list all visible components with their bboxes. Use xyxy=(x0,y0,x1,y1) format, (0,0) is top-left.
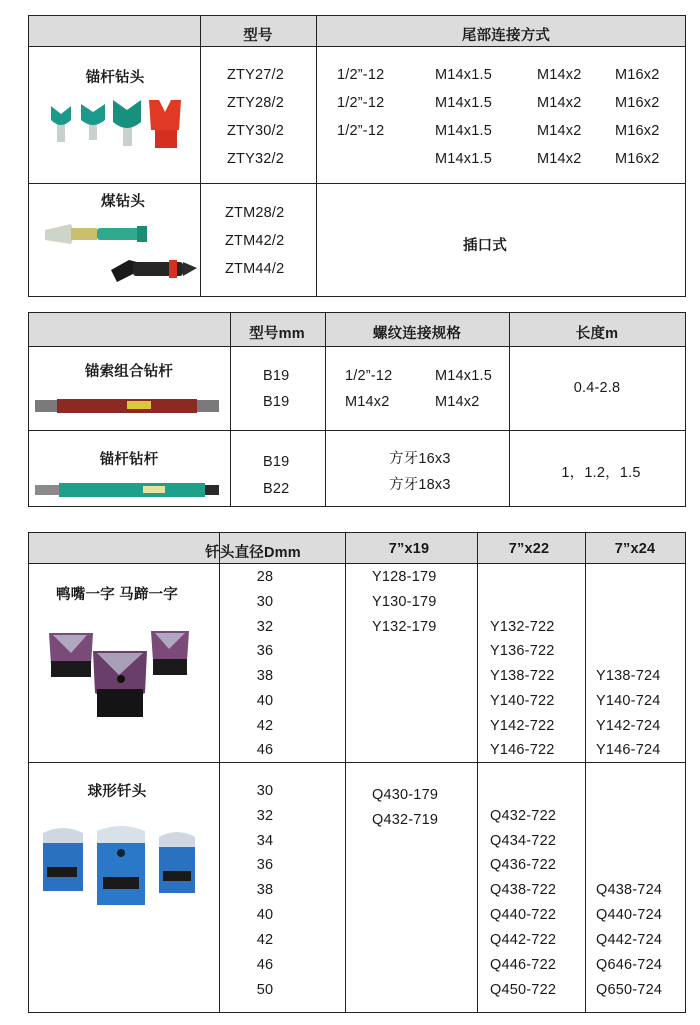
header-tail-connection: 尾部连接方式 xyxy=(461,28,551,44)
chisel-bit-right xyxy=(151,631,189,675)
anchor-rod-thread-2: 方牙18x3 xyxy=(389,477,451,493)
coal-bit-black xyxy=(111,260,197,282)
button-d-9: 50 xyxy=(256,982,274,998)
anchor-conn-3-b: M14x1.5 xyxy=(435,123,493,139)
anchor-conn-3-d: M16x2 xyxy=(615,123,660,139)
coal-connection-type: 插口式 xyxy=(462,238,508,254)
chisel-bit-left xyxy=(49,633,93,677)
button-c-1: Q438-724 xyxy=(596,882,663,898)
button-b-7: Q446-722 xyxy=(490,957,557,973)
anchor-conn-1-b: M14x1.5 xyxy=(435,67,493,83)
button-d-5: 38 xyxy=(256,882,274,898)
chisel-c-7: Y142-724 xyxy=(596,718,661,734)
button-b-2: Q434-722 xyxy=(490,833,557,849)
anchor-conn-2-b: M14x1.5 xyxy=(435,95,493,111)
anchor-rod-model-2: B22 xyxy=(263,481,290,497)
chisel-c-8: Y146-724 xyxy=(596,742,661,758)
chisel-c-5: Y138-724 xyxy=(596,668,661,684)
anchor-model-1: ZTY27/2 xyxy=(227,67,285,83)
header-7x24: 7”x24 xyxy=(614,541,656,557)
cable-rod-model-1: B19 xyxy=(263,368,290,384)
anchor-conn-3-a: 1/2”-12 xyxy=(337,123,385,139)
button-d-3: 34 xyxy=(256,833,274,849)
product-name-anchor-bit: 锚杆钻头 xyxy=(85,70,145,86)
button-c-2: Q440-724 xyxy=(596,907,663,923)
cable-rod-image xyxy=(35,395,221,417)
button-bit-right xyxy=(159,832,195,893)
chisel-b-7: Y142-722 xyxy=(490,718,555,734)
chisel-bit-center xyxy=(93,651,147,717)
anchor-model-4: ZTY32/2 xyxy=(227,151,285,167)
chisel-a-1: Y128-179 xyxy=(372,569,437,585)
button-d-1: 30 xyxy=(256,783,274,799)
header-model-mm: 型号mm xyxy=(249,326,305,342)
chisel-d-5: 38 xyxy=(256,668,274,684)
button-d-2: 32 xyxy=(256,808,274,824)
table-drill-rods xyxy=(28,312,686,507)
cable-rod-thread-2-a: M14x2 xyxy=(345,394,390,410)
chisel-d-8: 46 xyxy=(256,742,274,758)
header-7x22: 7”x22 xyxy=(508,541,550,557)
anchor-conn-3-c: M14x2 xyxy=(537,123,582,139)
cable-rod-thread-2-b: M14x2 xyxy=(435,394,480,410)
chisel-d-6: 40 xyxy=(256,693,274,709)
cable-rod-thread-1-b: M14x1.5 xyxy=(435,368,493,384)
chisel-a-2: Y130-179 xyxy=(372,594,437,610)
anchor-bit-image xyxy=(51,98,181,154)
button-c-4: Q646-724 xyxy=(596,957,663,973)
header-thread-spec: 螺纹连接规格 xyxy=(372,326,462,342)
button-b-1: Q432-722 xyxy=(490,808,557,824)
anchor-rod-model-1: B19 xyxy=(263,454,290,470)
anchor-rod-thread-1: 方牙16x3 xyxy=(389,451,451,467)
anchor-conn-4-d: M16x2 xyxy=(615,151,660,167)
button-b-4: Q438-722 xyxy=(490,882,557,898)
anchor-rod-image xyxy=(35,479,221,501)
product-name-button-bit: 球形钎头 xyxy=(87,784,147,800)
product-name-coal-bit: 煤钻头 xyxy=(100,194,146,210)
chisel-d-3: 32 xyxy=(256,619,274,635)
header-length: 长度m xyxy=(575,326,619,342)
chisel-a-3: Y132-179 xyxy=(372,619,437,635)
chisel-d-4: 36 xyxy=(256,643,274,659)
button-d-7: 42 xyxy=(256,932,274,948)
table-chisel-bits xyxy=(28,532,686,1013)
button-b-6: Q442-722 xyxy=(490,932,557,948)
chisel-b-6: Y140-722 xyxy=(490,693,555,709)
button-c-5: Q650-724 xyxy=(596,982,663,998)
chisel-d-1: 28 xyxy=(256,569,274,585)
button-a-1: Q430-179 xyxy=(372,787,439,803)
table-header xyxy=(29,16,685,47)
chisel-b-3: Y132-722 xyxy=(490,619,555,635)
red-bit xyxy=(149,100,181,148)
coal-bit-image xyxy=(41,216,201,291)
anchor-rod-length: 1，1.2，1.5 xyxy=(561,465,641,481)
anchor-conn-2-d: M16x2 xyxy=(615,95,660,111)
button-b-5: Q440-722 xyxy=(490,907,557,923)
anchor-conn-1-a: 1/2”-12 xyxy=(337,67,385,83)
table-anchor-bits xyxy=(28,15,686,297)
button-d-8: 46 xyxy=(256,957,274,973)
button-d-6: 40 xyxy=(256,907,274,923)
anchor-conn-2-a: 1/2”-12 xyxy=(337,95,385,111)
anchor-conn-2-c: M14x2 xyxy=(537,95,582,111)
anchor-model-2: ZTY28/2 xyxy=(227,95,285,111)
anchor-model-3: ZTY30/2 xyxy=(227,123,285,139)
button-bit-center xyxy=(97,826,145,905)
product-name-chisel-bit: 鸭嘴一字 马蹄一字 xyxy=(56,587,178,603)
cable-rod-model-2: B19 xyxy=(263,394,290,410)
chisel-b-4: Y136-722 xyxy=(490,643,555,659)
chisel-c-6: Y140-724 xyxy=(596,693,661,709)
green-bit-3 xyxy=(113,100,141,146)
green-bit-1 xyxy=(51,106,71,142)
cable-rod-length: 0.4-2.8 xyxy=(573,380,621,396)
product-name-anchor-rod: 锚杆钻杆 xyxy=(99,452,159,468)
button-bit-image xyxy=(37,823,207,913)
chisel-b-5: Y138-722 xyxy=(490,668,555,684)
coal-model-3: ZTM44/2 xyxy=(225,261,285,277)
button-b-3: Q436-722 xyxy=(490,857,557,873)
button-c-3: Q442-724 xyxy=(596,932,663,948)
anchor-conn-4-c: M14x2 xyxy=(537,151,582,167)
anchor-conn-1-c: M14x2 xyxy=(537,67,582,83)
chisel-d-2: 30 xyxy=(256,594,274,610)
coal-model-1: ZTM28/2 xyxy=(225,205,285,221)
button-bit-left xyxy=(43,828,83,891)
chisel-d-7: 42 xyxy=(256,718,274,734)
header-bit-diameter: 钎头直径Dmm xyxy=(205,545,301,561)
product-name-cable-rod: 锚索组合钻杆 xyxy=(84,364,174,380)
anchor-conn-1-d: M16x2 xyxy=(615,67,660,83)
green-bit-2 xyxy=(81,104,105,140)
button-b-8: Q450-722 xyxy=(490,982,557,998)
table-header xyxy=(29,533,685,564)
chisel-b-8: Y146-722 xyxy=(490,742,555,758)
header-7x19: 7”x19 xyxy=(388,541,430,557)
button-a-2: Q432-719 xyxy=(372,812,439,828)
anchor-conn-4-b: M14x1.5 xyxy=(435,151,493,167)
cable-rod-thread-1-a: 1/2”-12 xyxy=(345,368,393,384)
button-d-4: 36 xyxy=(256,857,274,873)
chisel-bit-image xyxy=(41,625,201,725)
coal-model-2: ZTM42/2 xyxy=(225,233,285,249)
header-model: 型号 xyxy=(243,28,273,44)
coal-bit-green xyxy=(45,224,147,244)
